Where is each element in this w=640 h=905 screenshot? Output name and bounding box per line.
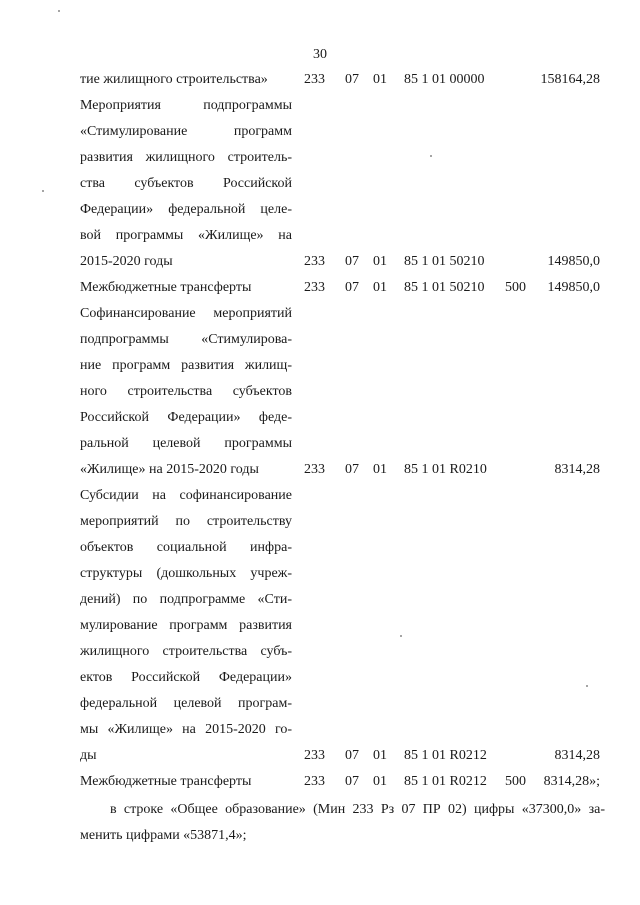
amendment-paragraph-line2 xyxy=(80,823,605,849)
scan-speck xyxy=(58,10,60,12)
section-code: 07 xyxy=(345,254,359,269)
section-code: 07 xyxy=(345,748,359,763)
row-description: Межбюджетные трансферты xyxy=(80,774,252,789)
table-row xyxy=(0,717,640,743)
expense-type-code: 500 xyxy=(505,774,526,789)
table-row xyxy=(0,249,640,275)
table-row xyxy=(0,171,640,197)
subsection-code: 01 xyxy=(373,280,387,295)
expense-type-code: 500 xyxy=(505,280,526,295)
target-article-code: 85 1 01 50210 xyxy=(404,280,485,295)
table-row xyxy=(0,223,640,249)
table-row xyxy=(0,535,640,561)
amount-value: 149850,0 xyxy=(547,280,600,295)
row-description: мероприятий по строительству xyxy=(80,514,292,529)
table-row xyxy=(0,301,640,327)
ministry-code: 233 xyxy=(304,280,325,295)
row-description: подпрограммы «Стимулирова- xyxy=(80,332,292,347)
row-description: дений) по подпрограмме «Сти- xyxy=(80,592,292,607)
row-description: Межбюджетные трансферты xyxy=(80,280,252,295)
page-number: 30 xyxy=(313,47,327,62)
target-article-code: 85 1 01 R0210 xyxy=(404,462,487,477)
table-row xyxy=(0,119,640,145)
table-row xyxy=(0,691,640,717)
subsection-code: 01 xyxy=(373,462,387,477)
row-description: ды xyxy=(80,748,97,763)
subsection-code: 01 xyxy=(373,254,387,269)
row-description: структуры (дошкольных учреж- xyxy=(80,566,292,581)
scan-speck xyxy=(586,685,588,687)
row-description: Российской Федерации» феде- xyxy=(80,410,292,425)
row-description: Федерации» федеральной целе- xyxy=(80,202,292,217)
row-description: вой программы «Жилище» на xyxy=(80,228,292,243)
table-row xyxy=(0,327,640,353)
row-description: федеральной целевой програм- xyxy=(80,696,292,711)
row-description: Софинансирование мероприятий xyxy=(80,306,292,321)
ministry-code: 233 xyxy=(304,748,325,763)
section-code: 07 xyxy=(345,774,359,789)
row-description: Мероприятия подпрограммы xyxy=(80,98,292,113)
row-description: ства субъектов Российской xyxy=(80,176,292,191)
table-row xyxy=(0,431,640,457)
amendment-text-1: в строке «Общее образование» (Мин 233 Рз 07 ПР 02) цифры «37300,0» за- xyxy=(110,802,605,817)
table-row xyxy=(0,509,640,535)
scan-speck xyxy=(430,155,432,157)
row-description: Субсидии на софинансирование xyxy=(80,488,292,503)
row-description: ного строительства субъектов xyxy=(80,384,292,399)
row-description: ральной целевой программы xyxy=(80,436,292,451)
amount-value: 8314,28 xyxy=(554,462,600,477)
table-row xyxy=(0,457,640,483)
amount-value: 8314,28»; xyxy=(543,774,600,789)
subsection-code: 01 xyxy=(373,748,387,763)
table-row xyxy=(0,197,640,223)
table-row xyxy=(0,613,640,639)
subsection-code: 01 xyxy=(373,774,387,789)
scan-speck xyxy=(400,635,402,637)
table-row xyxy=(0,67,640,93)
target-article-code: 85 1 01 R0212 xyxy=(404,774,487,789)
ministry-code: 233 xyxy=(304,774,325,789)
table-row xyxy=(0,145,640,171)
ministry-code: 233 xyxy=(304,72,325,87)
row-description: тие жилищного строительства» xyxy=(80,72,268,87)
table-row xyxy=(0,379,640,405)
table-row xyxy=(0,561,640,587)
section-code: 07 xyxy=(345,280,359,295)
row-description: мулирование программ развития xyxy=(80,618,292,633)
table-row xyxy=(0,93,640,119)
table-row xyxy=(0,483,640,509)
table-row xyxy=(0,405,640,431)
table-row xyxy=(0,665,640,691)
row-description: «Стимулирование программ xyxy=(80,124,292,139)
row-description: мы «Жилище» на 2015-2020 го- xyxy=(80,722,292,737)
table-row xyxy=(0,743,640,769)
row-description: ние программ развития жилищ- xyxy=(80,358,292,373)
amount-value: 149850,0 xyxy=(547,254,600,269)
table-row xyxy=(0,587,640,613)
section-code: 07 xyxy=(345,462,359,477)
table-row xyxy=(0,275,640,301)
amendment-paragraph-line1 xyxy=(80,797,605,823)
scan-speck xyxy=(42,190,44,192)
table-row xyxy=(0,639,640,665)
amount-value: 158164,28 xyxy=(540,72,600,87)
row-description: развития жилищного строитель- xyxy=(80,150,292,165)
ministry-code: 233 xyxy=(304,254,325,269)
ministry-code: 233 xyxy=(304,462,325,477)
table-row xyxy=(0,353,640,379)
row-description: жилищного строительства субъ- xyxy=(80,644,292,659)
row-description: «Жилище» на 2015-2020 годы xyxy=(80,462,259,477)
section-code: 07 xyxy=(345,72,359,87)
subsection-code: 01 xyxy=(373,72,387,87)
amendment-text-2: менить цифрами «53871,4»; xyxy=(80,828,247,843)
target-article-code: 85 1 01 00000 xyxy=(404,72,485,87)
target-article-code: 85 1 01 50210 xyxy=(404,254,485,269)
row-description: 2015-2020 годы xyxy=(80,254,173,269)
row-description: ектов Российской Федерации» xyxy=(80,670,292,685)
target-article-code: 85 1 01 R0212 xyxy=(404,748,487,763)
table-row xyxy=(0,769,640,795)
amount-value: 8314,28 xyxy=(554,748,600,763)
row-description: объектов социальной инфра- xyxy=(80,540,292,555)
